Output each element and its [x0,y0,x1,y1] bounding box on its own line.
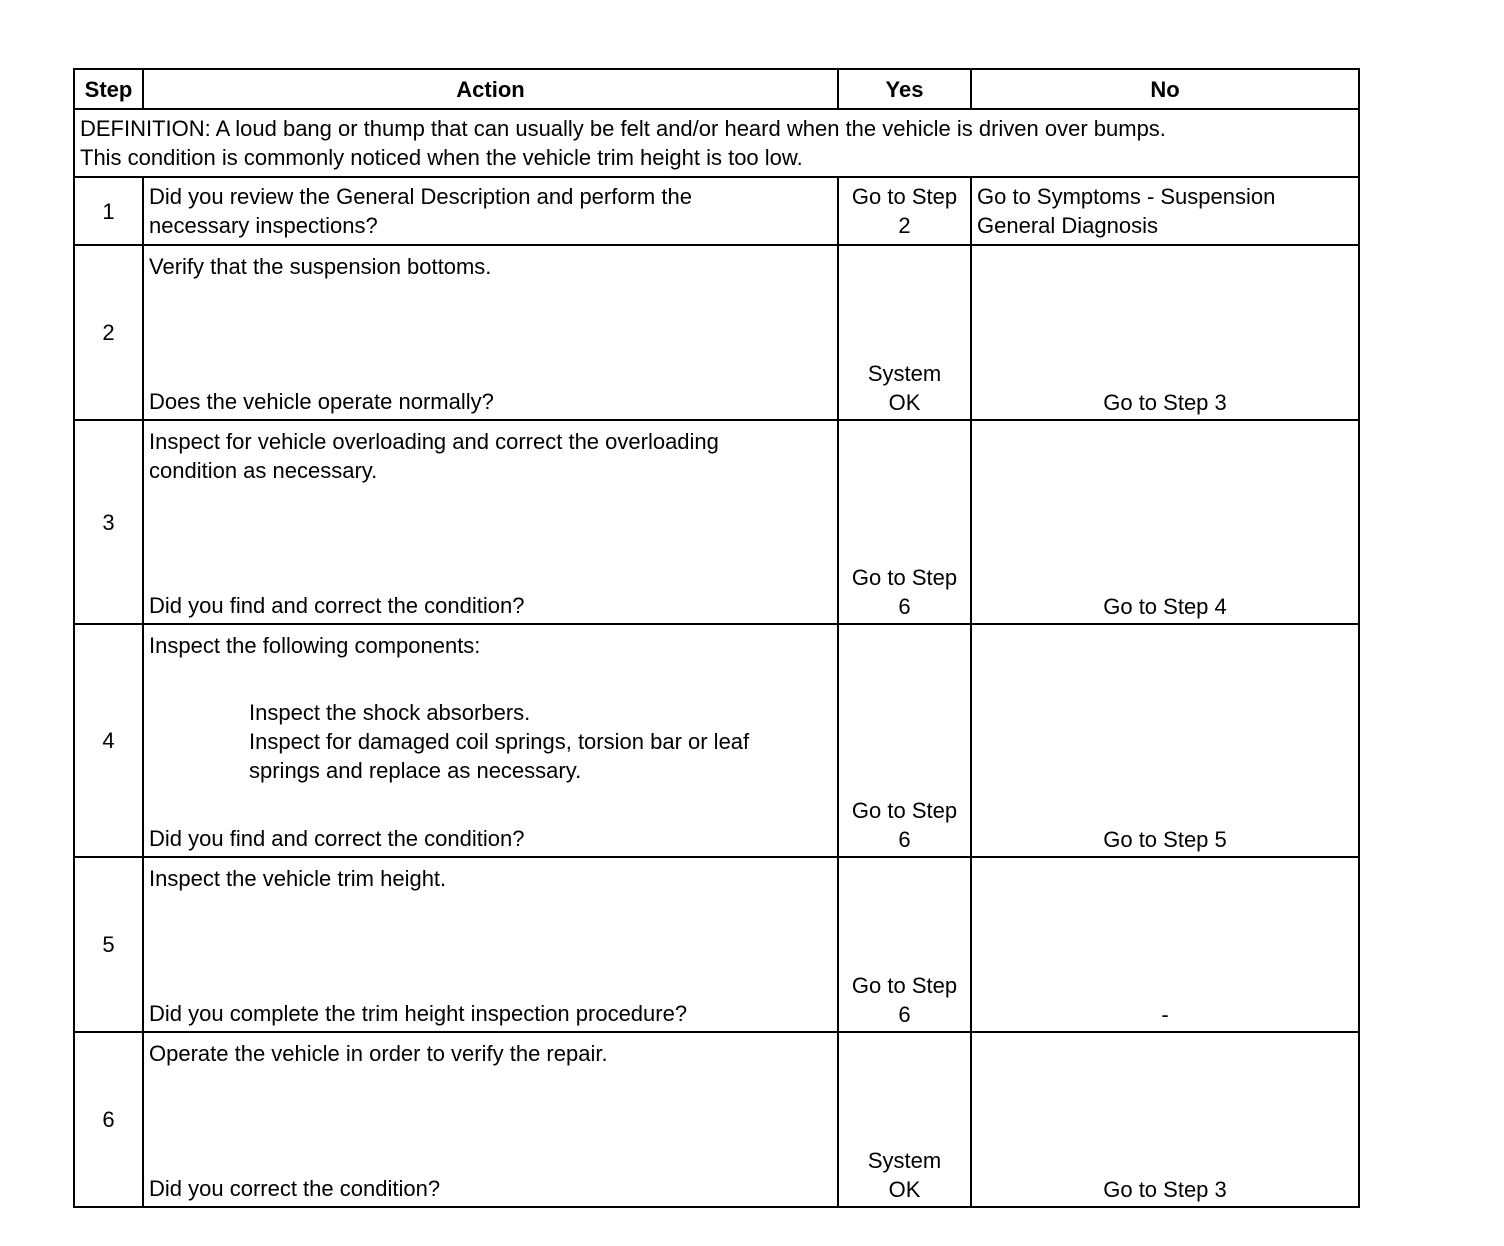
step-number: 5 [74,857,143,1032]
step-number: 1 [74,177,143,245]
yes-text: 6 [898,594,911,619]
no-text: General Diagnosis [977,213,1158,238]
action-question: Did you complete the trim height inspection procedure? [149,1001,688,1026]
action-cell [143,624,838,857]
table-row [74,420,1359,624]
table-row [74,857,1359,1032]
definition-cell [74,109,1359,177]
action-text: Verify that the suspension bottoms. [149,254,492,279]
no-cell: Go to Step 3 [971,1032,1359,1207]
definition-line-2: This condition is commonly noticed when the vehicle trim height is too low. [80,145,803,170]
action-text: Inspect the vehicle trim height. [149,866,447,891]
step-number: 3 [74,420,143,624]
yes-text: 2 [898,213,911,238]
action-text: Operate the vehicle in order to verify the repair. [149,1041,608,1066]
table-row [74,177,1359,245]
diagnostic-table [73,68,1360,1208]
yes-cell [838,177,971,245]
yes-text: 6 [898,827,911,852]
yes-text: Go to Step [851,565,958,590]
yes-text: Go to Step [851,184,958,209]
header-yes: Yes [838,69,971,109]
yes-text: Go to Step [851,973,958,998]
table-row [74,624,1359,857]
yes-cell [838,1032,971,1207]
definition-line-1: DEFINITION: A loud bang or thump that can usually be felt and/or heard when the vehicle is driven over bumps. [80,116,1166,141]
sub-item: Inspect for damaged coil springs, torsion bar or leaf [249,729,750,754]
action-cell [143,177,838,245]
step-number: 6 [74,1032,143,1207]
action-text: necessary inspections? [149,213,378,238]
yes-text: Go to Step [851,798,958,823]
action-question: Did you correct the condition? [149,1176,441,1201]
action-text: condition as necessary. [149,458,378,483]
yes-text: System [867,1148,942,1173]
action-cell [143,1032,838,1207]
sub-item: Inspect the shock absorbers. [249,700,531,725]
yes-cell [838,420,971,624]
action-text: Inspect the following components: [149,633,481,658]
no-cell: Go to Step 3 [971,245,1359,420]
yes-cell [838,245,971,420]
yes-text: System [867,361,942,386]
sub-item: springs and replace as necessary. [249,758,582,783]
header-no: No [971,69,1359,109]
action-question: Did you find and correct the condition? [149,593,525,618]
no-cell: Go to Step 5 [971,624,1359,857]
step-number: 4 [74,624,143,857]
no-cell [971,177,1359,245]
table-header-row [74,69,1359,109]
no-cell: Go to Step 4 [971,420,1359,624]
yes-text: OK [888,1177,921,1202]
header-step: Step [74,69,143,109]
action-cell [143,245,838,420]
yes-cell [838,624,971,857]
action-question: Does the vehicle operate normally? [149,389,494,414]
yes-text: OK [888,390,921,415]
action-cell [143,420,838,624]
table-row [74,245,1359,420]
table-row [74,1032,1359,1207]
yes-text: 6 [898,1002,911,1027]
no-cell: - [971,857,1359,1032]
action-cell [143,857,838,1032]
no-text: Go to Symptoms - Suspension [977,184,1276,209]
action-question: Did you find and correct the condition? [149,826,525,851]
step-number: 2 [74,245,143,420]
definition-row [74,109,1359,177]
yes-cell [838,857,971,1032]
action-text: Did you review the General Description and perform the [149,184,692,209]
header-action: Action [143,69,838,109]
action-text: Inspect for vehicle overloading and correct the overloading [149,429,719,454]
